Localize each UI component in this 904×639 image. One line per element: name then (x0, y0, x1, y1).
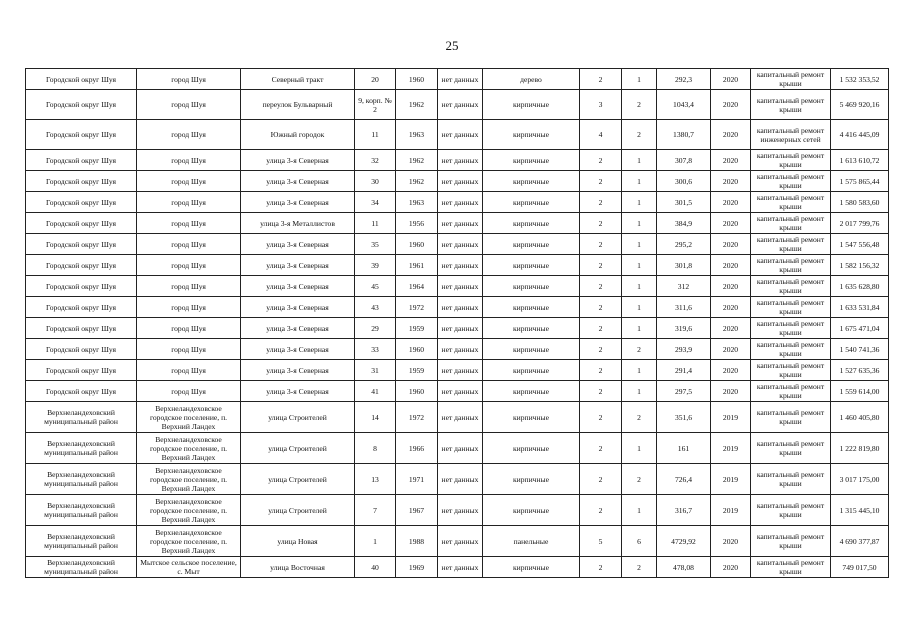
wall-material-cell: кирпичные (483, 464, 580, 495)
plan-year-cell: 2020 (711, 557, 751, 578)
floors-cell: 2 (580, 192, 622, 213)
entrances-cell: 6 (622, 526, 657, 557)
cost-cell: 1 540 741,36 (831, 339, 889, 360)
table-row (26, 150, 889, 171)
work-type-cell: капитальный ремонт крыши (751, 69, 831, 90)
house-number-cell: 1 (355, 526, 396, 557)
work-type-cell: капитальный ремонт крыши (751, 318, 831, 339)
area-cell: 291,4 (657, 360, 711, 381)
year-built-cell: 1959 (396, 360, 438, 381)
plan-year-cell: 2019 (711, 495, 751, 526)
table-row (26, 557, 889, 578)
settlement-cell: Верхнеландеховское городское поселение, п. Верхний Ландех (137, 433, 241, 464)
page-number: 25 (445, 38, 459, 53)
wall-material-cell: дерево (483, 69, 580, 90)
year-built-cell: 1962 (396, 90, 438, 120)
settlement-cell: город Шуя (137, 339, 241, 360)
year-renovated-cell: нет данных (438, 339, 483, 360)
house-number-cell: 33 (355, 339, 396, 360)
municipality-cell: Городской округ Шуя (26, 234, 137, 255)
year-built-cell: 1971 (396, 464, 438, 495)
wall-material-cell: кирпичные (483, 171, 580, 192)
cost-cell: 1 575 865,44 (831, 171, 889, 192)
table-row (26, 69, 889, 90)
plan-year-cell: 2020 (711, 297, 751, 318)
area-cell: 1380,7 (657, 120, 711, 150)
municipality-cell: Верхнеландеховский муниципальный район (26, 433, 137, 464)
year-renovated-cell: нет данных (438, 526, 483, 557)
table-row (26, 339, 889, 360)
work-type-cell: капитальный ремонт крыши (751, 297, 831, 318)
entrances-cell: 1 (622, 381, 657, 402)
plan-year-cell: 2020 (711, 192, 751, 213)
entrances-cell: 1 (622, 69, 657, 90)
municipality-cell: Городской округ Шуя (26, 120, 137, 150)
year-renovated-cell: нет данных (438, 255, 483, 276)
year-built-cell: 1964 (396, 276, 438, 297)
table-row (26, 318, 889, 339)
year-built-cell: 1962 (396, 150, 438, 171)
cost-cell: 4 416 445,09 (831, 120, 889, 150)
work-type-cell: капитальный ремонт крыши (751, 360, 831, 381)
wall-material-cell: кирпичные (483, 433, 580, 464)
entrances-cell: 1 (622, 255, 657, 276)
floors-cell: 2 (580, 69, 622, 90)
year-built-cell: 1988 (396, 526, 438, 557)
wall-material-cell: кирпичные (483, 297, 580, 318)
plan-year-cell: 2020 (711, 69, 751, 90)
plan-year-cell: 2020 (711, 120, 751, 150)
work-type-cell: капитальный ремонт крыши (751, 255, 831, 276)
street-cell: улица 3-я Северная (241, 297, 355, 318)
street-cell: улица 3-я Северная (241, 171, 355, 192)
year-built-cell: 1956 (396, 213, 438, 234)
floors-cell: 2 (580, 495, 622, 526)
settlement-cell: Верхнеландеховское городское поселение, п. Верхний Ландех (137, 495, 241, 526)
table-row (26, 192, 889, 213)
year-built-cell: 1972 (396, 402, 438, 433)
table-row (26, 360, 889, 381)
cost-cell: 1 460 405,80 (831, 402, 889, 433)
cost-cell: 2 017 799,76 (831, 213, 889, 234)
floors-cell: 2 (580, 433, 622, 464)
entrances-cell: 1 (622, 234, 657, 255)
year-built-cell: 1962 (396, 171, 438, 192)
house-number-cell: 20 (355, 69, 396, 90)
housing-registry-table (25, 68, 889, 578)
municipality-cell: Городской округ Шуя (26, 150, 137, 171)
entrances-cell: 2 (622, 557, 657, 578)
table-body (26, 69, 889, 578)
work-type-cell: капитальный ремонт крыши (751, 192, 831, 213)
table-row (26, 297, 889, 318)
year-renovated-cell: нет данных (438, 213, 483, 234)
house-number-cell: 34 (355, 192, 396, 213)
year-renovated-cell: нет данных (438, 234, 483, 255)
house-number-cell: 11 (355, 120, 396, 150)
municipality-cell: Городской округ Шуя (26, 318, 137, 339)
wall-material-cell: кирпичные (483, 495, 580, 526)
street-cell: улица 3-я Северная (241, 255, 355, 276)
floors-cell: 2 (580, 381, 622, 402)
settlement-cell: Мытское сельское поселение, с. Мыт (137, 557, 241, 578)
house-number-cell: 43 (355, 297, 396, 318)
plan-year-cell: 2020 (711, 526, 751, 557)
plan-year-cell: 2020 (711, 339, 751, 360)
wall-material-cell: кирпичные (483, 557, 580, 578)
area-cell: 351,6 (657, 402, 711, 433)
year-built-cell: 1972 (396, 297, 438, 318)
house-number-cell: 32 (355, 150, 396, 171)
cost-cell: 5 469 920,16 (831, 90, 889, 120)
floors-cell: 5 (580, 526, 622, 557)
year-renovated-cell: нет данных (438, 69, 483, 90)
wall-material-cell: кирпичные (483, 360, 580, 381)
house-number-cell: 31 (355, 360, 396, 381)
work-type-cell: капитальный ремонт крыши (751, 464, 831, 495)
settlement-cell: город Шуя (137, 276, 241, 297)
work-type-cell: капитальный ремонт крыши (751, 402, 831, 433)
table-row (26, 120, 889, 150)
year-renovated-cell: нет данных (438, 192, 483, 213)
municipality-cell: Городской округ Шуя (26, 171, 137, 192)
house-number-cell: 30 (355, 171, 396, 192)
street-cell: переулок Бульварный (241, 90, 355, 120)
house-number-cell: 13 (355, 464, 396, 495)
settlement-cell: город Шуя (137, 150, 241, 171)
wall-material-cell: кирпичные (483, 150, 580, 171)
street-cell: улица 3-я Северная (241, 381, 355, 402)
floors-cell: 2 (580, 150, 622, 171)
area-cell: 295,2 (657, 234, 711, 255)
area-cell: 312 (657, 276, 711, 297)
year-built-cell: 1969 (396, 557, 438, 578)
wall-material-cell: кирпичные (483, 90, 580, 120)
wall-material-cell: кирпичные (483, 120, 580, 150)
entrances-cell: 2 (622, 402, 657, 433)
wall-material-cell: кирпичные (483, 192, 580, 213)
settlement-cell: город Шуя (137, 69, 241, 90)
entrances-cell: 1 (622, 495, 657, 526)
floors-cell: 2 (580, 297, 622, 318)
settlement-cell: город Шуя (137, 192, 241, 213)
cost-cell: 1 582 156,32 (831, 255, 889, 276)
floors-cell: 2 (580, 234, 622, 255)
cost-cell: 749 017,50 (831, 557, 889, 578)
entrances-cell: 1 (622, 192, 657, 213)
plan-year-cell: 2020 (711, 255, 751, 276)
municipality-cell: Верхнеландеховский муниципальный район (26, 464, 137, 495)
floors-cell: 2 (580, 213, 622, 234)
year-built-cell: 1960 (396, 234, 438, 255)
year-built-cell: 1960 (396, 381, 438, 402)
settlement-cell: город Шуя (137, 120, 241, 150)
house-number-cell: 41 (355, 381, 396, 402)
street-cell: Северный тракт (241, 69, 355, 90)
street-cell: улица 3-я Северная (241, 150, 355, 171)
entrances-cell: 1 (622, 318, 657, 339)
cost-cell: 1 222 819,80 (831, 433, 889, 464)
entrances-cell: 1 (622, 433, 657, 464)
year-built-cell: 1963 (396, 192, 438, 213)
settlement-cell: Верхнеландеховское городское поселение, п. Верхний Ландех (137, 464, 241, 495)
area-cell: 478,08 (657, 557, 711, 578)
cost-cell: 1 559 614,00 (831, 381, 889, 402)
year-built-cell: 1967 (396, 495, 438, 526)
work-type-cell: капитальный ремонт крыши (751, 276, 831, 297)
floors-cell: 2 (580, 171, 622, 192)
street-cell: улица 3-я Северная (241, 192, 355, 213)
wall-material-cell: кирпичные (483, 213, 580, 234)
municipality-cell: Верхнеландеховский муниципальный район (26, 557, 137, 578)
municipality-cell: Городской округ Шуя (26, 213, 137, 234)
house-number-cell: 40 (355, 557, 396, 578)
cost-cell: 1 532 353,52 (831, 69, 889, 90)
year-renovated-cell: нет данных (438, 433, 483, 464)
plan-year-cell: 2020 (711, 150, 751, 171)
year-built-cell: 1963 (396, 120, 438, 150)
municipality-cell: Городской округ Шуя (26, 297, 137, 318)
municipality-cell: Городской округ Шуя (26, 255, 137, 276)
street-cell: улица 3-я Северная (241, 339, 355, 360)
area-cell: 316,7 (657, 495, 711, 526)
house-number-cell: 35 (355, 234, 396, 255)
house-number-cell: 39 (355, 255, 396, 276)
plan-year-cell: 2020 (711, 90, 751, 120)
settlement-cell: город Шуя (137, 171, 241, 192)
entrances-cell: 1 (622, 360, 657, 381)
area-cell: 161 (657, 433, 711, 464)
year-renovated-cell: нет данных (438, 171, 483, 192)
street-cell: улица Восточная (241, 557, 355, 578)
year-renovated-cell: нет данных (438, 276, 483, 297)
municipality-cell: Верхнеландеховский муниципальный район (26, 526, 137, 557)
plan-year-cell: 2020 (711, 381, 751, 402)
house-number-cell: 29 (355, 318, 396, 339)
municipality-cell: Городской округ Шуя (26, 192, 137, 213)
work-type-cell: капитальный ремонт крыши (751, 171, 831, 192)
year-renovated-cell: нет данных (438, 360, 483, 381)
house-number-cell: 9, корп. № 2 (355, 90, 396, 120)
street-cell: улица Новая (241, 526, 355, 557)
year-renovated-cell: нет данных (438, 150, 483, 171)
year-renovated-cell: нет данных (438, 297, 483, 318)
year-built-cell: 1966 (396, 433, 438, 464)
table-row (26, 255, 889, 276)
work-type-cell: капитальный ремонт инженерных сетей (751, 120, 831, 150)
area-cell: 292,3 (657, 69, 711, 90)
municipality-cell: Верхнеландеховский муниципальный район (26, 495, 137, 526)
cost-cell: 1 633 531,84 (831, 297, 889, 318)
cost-cell: 3 017 175,00 (831, 464, 889, 495)
house-number-cell: 14 (355, 402, 396, 433)
work-type-cell: капитальный ремонт крыши (751, 90, 831, 120)
settlement-cell: город Шуя (137, 381, 241, 402)
floors-cell: 2 (580, 360, 622, 381)
table-row (26, 171, 889, 192)
area-cell: 301,8 (657, 255, 711, 276)
cost-cell: 1 675 471,04 (831, 318, 889, 339)
area-cell: 300,6 (657, 171, 711, 192)
work-type-cell: капитальный ремонт крыши (751, 339, 831, 360)
entrances-cell: 2 (622, 464, 657, 495)
year-renovated-cell: нет данных (438, 495, 483, 526)
floors-cell: 4 (580, 120, 622, 150)
entrances-cell: 1 (622, 150, 657, 171)
cost-cell: 1 547 556,48 (831, 234, 889, 255)
floors-cell: 2 (580, 557, 622, 578)
table-row (26, 381, 889, 402)
street-cell: улица 3-я Северная (241, 234, 355, 255)
entrances-cell: 1 (622, 276, 657, 297)
table-row (26, 402, 889, 433)
work-type-cell: капитальный ремонт крыши (751, 433, 831, 464)
work-type-cell: капитальный ремонт крыши (751, 150, 831, 171)
work-type-cell: капитальный ремонт крыши (751, 381, 831, 402)
settlement-cell: город Шуя (137, 318, 241, 339)
street-cell: улица 3-я Северная (241, 360, 355, 381)
settlement-cell: город Шуя (137, 213, 241, 234)
area-cell: 297,5 (657, 381, 711, 402)
street-cell: Южный городок (241, 120, 355, 150)
year-renovated-cell: нет данных (438, 381, 483, 402)
wall-material-cell: кирпичные (483, 255, 580, 276)
wall-material-cell: кирпичные (483, 339, 580, 360)
work-type-cell: капитальный ремонт крыши (751, 234, 831, 255)
house-number-cell: 45 (355, 276, 396, 297)
plan-year-cell: 2019 (711, 402, 751, 433)
cost-cell: 1 527 635,36 (831, 360, 889, 381)
wall-material-cell: кирпичные (483, 234, 580, 255)
entrances-cell: 1 (622, 213, 657, 234)
floors-cell: 2 (580, 276, 622, 297)
table-row (26, 213, 889, 234)
wall-material-cell: кирпичные (483, 318, 580, 339)
entrances-cell: 1 (622, 171, 657, 192)
street-cell: улица Строителей (241, 464, 355, 495)
wall-material-cell: кирпичные (483, 402, 580, 433)
year-renovated-cell: нет данных (438, 120, 483, 150)
plan-year-cell: 2020 (711, 360, 751, 381)
area-cell: 301,5 (657, 192, 711, 213)
area-cell: 1043,4 (657, 90, 711, 120)
year-renovated-cell: нет данных (438, 402, 483, 433)
municipality-cell: Городской округ Шуя (26, 339, 137, 360)
table-row (26, 464, 889, 495)
floors-cell: 2 (580, 402, 622, 433)
plan-year-cell: 2020 (711, 213, 751, 234)
work-type-cell: капитальный ремонт крыши (751, 557, 831, 578)
house-number-cell: 7 (355, 495, 396, 526)
cost-cell: 1 613 610,72 (831, 150, 889, 171)
entrances-cell: 2 (622, 339, 657, 360)
settlement-cell: город Шуя (137, 90, 241, 120)
plan-year-cell: 2019 (711, 464, 751, 495)
floors-cell: 3 (580, 90, 622, 120)
table-row (26, 276, 889, 297)
table-row (26, 495, 889, 526)
house-number-cell: 8 (355, 433, 396, 464)
table-row (26, 234, 889, 255)
table-row (26, 526, 889, 557)
plan-year-cell: 2020 (711, 276, 751, 297)
year-built-cell: 1960 (396, 339, 438, 360)
street-cell: улица Строителей (241, 433, 355, 464)
municipality-cell: Городской округ Шуя (26, 276, 137, 297)
cost-cell: 4 690 377,87 (831, 526, 889, 557)
area-cell: 726,4 (657, 464, 711, 495)
street-cell: улица 3-я Металлистов (241, 213, 355, 234)
municipality-cell: Городской округ Шуя (26, 360, 137, 381)
entrances-cell: 1 (622, 297, 657, 318)
plan-year-cell: 2019 (711, 433, 751, 464)
table-row (26, 90, 889, 120)
entrances-cell: 2 (622, 90, 657, 120)
area-cell: 4729,92 (657, 526, 711, 557)
street-cell: улица Строителей (241, 402, 355, 433)
cost-cell: 1 315 445,10 (831, 495, 889, 526)
municipality-cell: Городской округ Шуя (26, 90, 137, 120)
street-cell: улица 3-я Северная (241, 318, 355, 339)
street-cell: улица 3-я Северная (241, 276, 355, 297)
area-cell: 307,8 (657, 150, 711, 171)
area-cell: 293,9 (657, 339, 711, 360)
year-built-cell: 1961 (396, 255, 438, 276)
year-renovated-cell: нет данных (438, 557, 483, 578)
floors-cell: 2 (580, 339, 622, 360)
settlement-cell: Верхнеландеховское городское поселение, п. Верхний Ландех (137, 526, 241, 557)
municipality-cell: Верхнеландеховский муниципальный район (26, 402, 137, 433)
wall-material-cell: панельные (483, 526, 580, 557)
work-type-cell: капитальный ремонт крыши (751, 526, 831, 557)
settlement-cell: город Шуя (137, 297, 241, 318)
plan-year-cell: 2020 (711, 171, 751, 192)
floors-cell: 2 (580, 255, 622, 276)
plan-year-cell: 2020 (711, 234, 751, 255)
year-built-cell: 1960 (396, 69, 438, 90)
work-type-cell: капитальный ремонт крыши (751, 213, 831, 234)
year-renovated-cell: нет данных (438, 464, 483, 495)
cost-cell: 1 580 583,60 (831, 192, 889, 213)
year-renovated-cell: нет данных (438, 318, 483, 339)
settlement-cell: город Шуя (137, 255, 241, 276)
year-renovated-cell: нет данных (438, 90, 483, 120)
entrances-cell: 2 (622, 120, 657, 150)
floors-cell: 2 (580, 318, 622, 339)
municipality-cell: Городской округ Шуя (26, 69, 137, 90)
wall-material-cell: кирпичные (483, 276, 580, 297)
area-cell: 319,6 (657, 318, 711, 339)
street-cell: улица Строителей (241, 495, 355, 526)
plan-year-cell: 2020 (711, 318, 751, 339)
work-type-cell: капитальный ремонт крыши (751, 495, 831, 526)
area-cell: 384,9 (657, 213, 711, 234)
floors-cell: 2 (580, 464, 622, 495)
wall-material-cell: кирпичные (483, 381, 580, 402)
cost-cell: 1 635 628,80 (831, 276, 889, 297)
settlement-cell: город Шуя (137, 234, 241, 255)
settlement-cell: Верхнеландеховское городское поселение, п. Верхний Ландех (137, 402, 241, 433)
municipality-cell: Городской округ Шуя (26, 381, 137, 402)
settlement-cell: город Шуя (137, 360, 241, 381)
area-cell: 311,6 (657, 297, 711, 318)
house-number-cell: 11 (355, 213, 396, 234)
table-row (26, 433, 889, 464)
year-built-cell: 1959 (396, 318, 438, 339)
